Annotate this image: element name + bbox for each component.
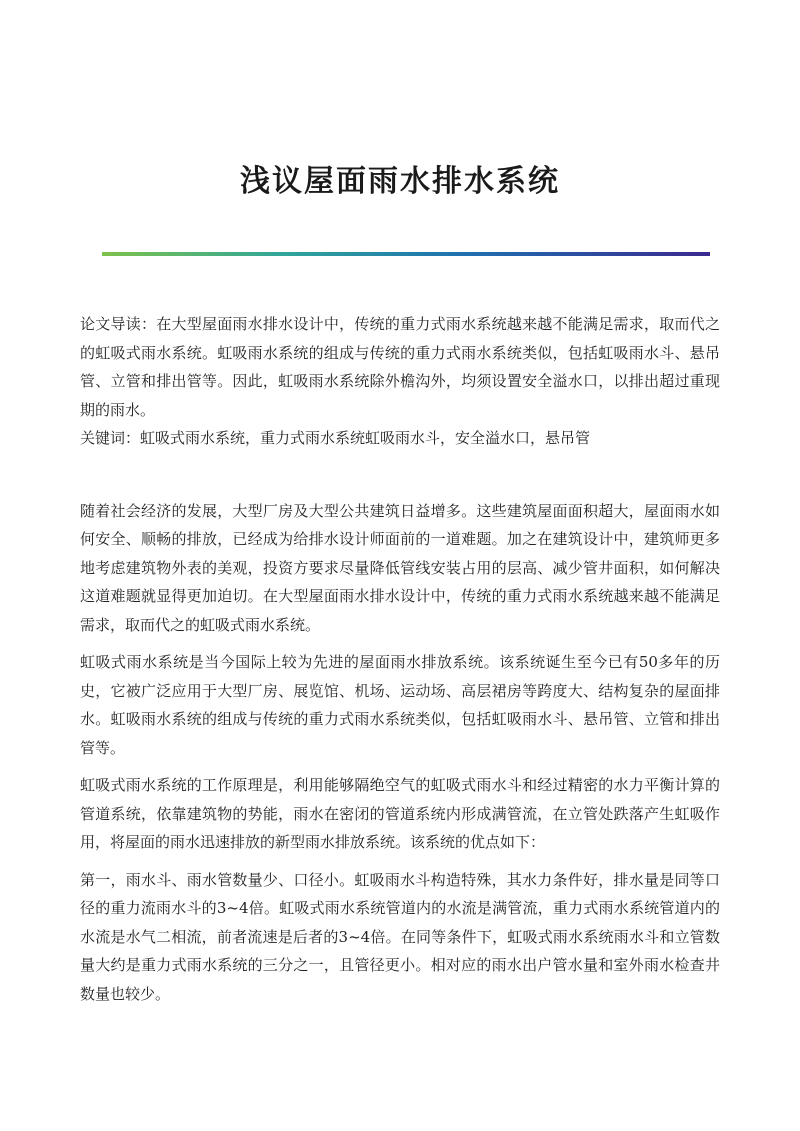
document-body: [80, 310, 720, 1017]
body-paragraph-4: 第一，雨水斗、雨水管数量少、口径小。虹吸雨水斗构造特殊，其水力条件好，排水量是同等口径的重力流雨水斗的3~4倍。虹吸式雨水系统管道内的水流是满管流，重力式雨水系统管道内的水流是水气二相流，前者流速是后者的3~4倍。在同等条件下，虹吸式雨水系统雨水斗和立管数量大约是重力式雨水系统的三分之一，且管径更小。相对应的雨水出户管水量和室外雨水检查井数量也较少。: [80, 870, 720, 1003]
title-divider: [102, 252, 710, 256]
keywords-line: 关键词：虹吸式雨水系统，重力式雨水系统虹吸雨水斗，安全溢水口，悬吊管: [80, 429, 591, 447]
document-title: 浅议屋面雨水排水系统: [240, 164, 560, 199]
body-paragraph-1: 随着社会经济的发展，大型厂房及大型公共建筑日益增多。这些建筑屋面面积超大，屋面雨水如何安全、顺畅的排放，已经成为给排水设计师面前的一道难题。加之在建筑设计中，建筑师更多地考虑建筑物外表的美观，投资方要求尽量降低管线安装占用的层高、减少管井面积，如何解决这道难题就显得更加迫切。在大型屋面雨水排水设计中，传统的重力式雨水系统越来越不能满足需求，取而代之的虹吸式雨水系统。: [80, 501, 720, 634]
body-paragraph-2: 虹吸式雨水系统是当今国际上较为先进的屋面雨水排放系统。该系统诞生至今已有50多年的历史，它被广泛应用于大型厂房、展览馆、机场、运动场、高层裙房等跨度大、结构复杂的屋面排水。虹吸雨水系统的组成与传统的重力式雨水系统类似，包括虹吸雨水斗、悬吊管、立管和排出管等。: [80, 653, 720, 757]
body-paragraph-3: 虹吸式雨水系统的工作原理是，利用能够隔绝空气的虹吸式雨水斗和经过精密的水力平衡计算的管道系统，依靠建筑物的势能，雨水在密闭的管道系统内形成满管流，在立管处跌落产生虹吸作用，将屋面的雨水迅速排放的新型雨水排放系统。该系统的优点如下：: [80, 776, 720, 851]
abstract-paragraph: 论文导读：在大型屋面雨水排水设计中，传统的重力式雨水系统越来越不能满足需求，取而代之的虹吸式雨水系统。虹吸雨水系统的组成与传统的重力式雨水系统类似，包括虹吸雨水斗、悬吊管、立管和排出管等。因此，虹吸雨水系统除外檐沟外，均须设置安全溢水口，以排出超过重现期的雨水。: [80, 315, 720, 419]
